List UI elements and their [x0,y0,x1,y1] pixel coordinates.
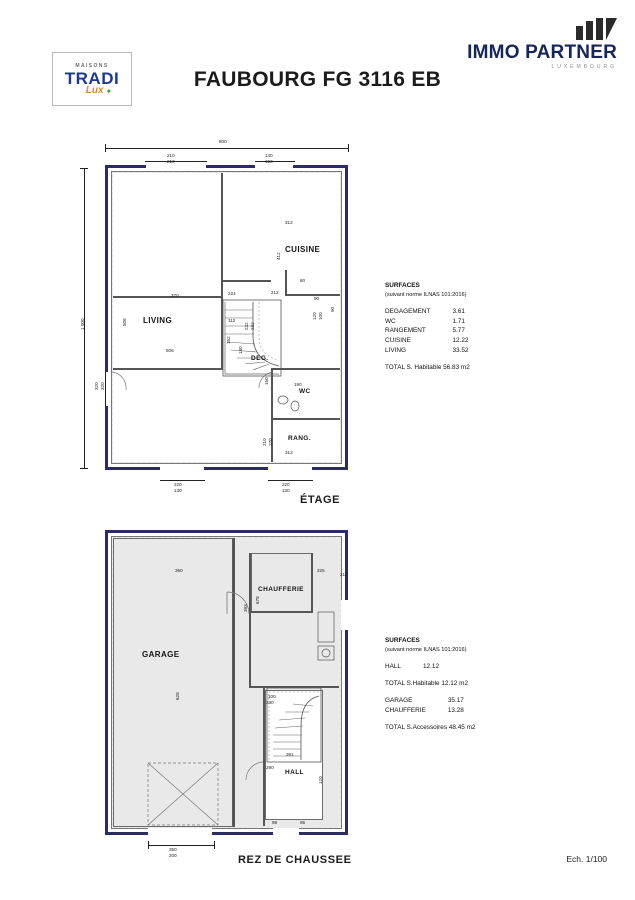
dim-i-224: 224 [228,291,236,296]
dim-i-90a: 90 [314,296,320,301]
dim-tick [214,841,215,849]
dim-bottom-2: 130 [174,488,182,493]
dim-left-1: 320 [94,382,99,390]
dim-top-2: 210 [167,159,175,164]
dim-i-152: 152 [226,336,231,344]
dim-rdc-98: 98 [272,820,278,825]
dim-i-506a: 506 [122,318,127,326]
dim-bottom-1: 220 [174,482,182,487]
dim-i-90b: 90 [330,306,335,312]
dim-i-120: 120 [312,312,317,320]
door-arc-hall [243,760,265,782]
surface-value: 12.12 [423,662,439,670]
door-arc-chaufferie [225,590,251,616]
dim-rdc-95: 95 [300,820,306,825]
surfaces-norm: (suivant norme ILNAS 101:2016) [385,646,467,653]
dim-rdc-678: 678 [255,596,260,604]
rdc-caption: REZ DE CHAUSSEE [238,854,352,866]
dim-rdc-290: 290 [266,765,274,770]
surface-name: RANGEMENT [385,327,426,335]
dim-i-150: 150 [264,377,269,385]
table-row [385,662,439,672]
dim-left-total: 1 000 [80,318,85,330]
surface-name: CUISINE [385,337,411,345]
etage-caption: ÉTAGE [300,494,341,506]
dim-i-100: 100 [318,312,323,320]
room-label-hall: HALL [285,769,304,776]
dim-bottom-3: 220 [282,482,290,487]
dim-i-312: 312 [285,220,293,225]
surface-value: 13.28 [447,707,464,715]
dim-rdc-325: 325 [317,568,325,573]
dim-i-506b: 506 [166,348,174,353]
surface-name: GARAGE [385,697,413,705]
scale-note: Ech. 1/100 [566,854,607,864]
room-label-chaufferie: CHAUFFERIE [258,586,304,593]
partition-garage-right [233,538,235,827]
dim-i-210: 210 [262,438,267,446]
surfaces-total-accessoires: TOTAL S.Accessoires 48.45 m2 [385,724,476,732]
dim-i-312b: 312 [285,450,293,455]
dim-rdc-230: 230 [266,700,274,705]
dim-bottom-4: 130 [282,488,290,493]
dim-i-412: 412 [276,252,281,260]
surfaces-total: TOTAL S.Habitable 12.12 m2 [385,679,469,687]
surfaces-table [385,662,439,672]
room-label-living: LIVING [143,316,173,325]
garage-slab-marker [148,763,218,825]
dim-rdc-120: 120 [318,776,323,784]
dim-line-rdc-bottom [148,845,214,846]
hall-door-opening [273,828,299,835]
surfaces-title: SURFACES [385,282,420,289]
logo-luxembourg-text: LUXEMBOURG [551,64,617,70]
dim-i-130: 130 [238,346,243,354]
dim-i-232b: 232 [250,322,255,330]
dim-i-190: 190 [294,382,302,387]
partition-chauff-bottom [249,611,313,613]
surface-name: HALL [385,662,401,670]
dim-rdc-393: 393 [243,604,248,612]
surface-name: CHAUFFERIE [385,707,426,715]
partition-chauff-left [249,553,251,688]
dim-rdc-215: 215 [340,572,348,577]
surface-value: 1.71 [452,317,465,325]
dim-rdc-391: 391 [286,752,294,757]
surfaces-table-accessoires [385,696,464,716]
dim-rdc-628: 628 [175,692,180,700]
room-label-cuisine: CUISINE [285,245,321,254]
room-chaufferie [251,553,313,613]
room-label-garage: GARAGE [142,650,180,659]
surface-name: LIVING [385,347,406,355]
surfaces-title: SURFACES [385,637,420,644]
dim-tick [148,841,149,849]
dim-i-212: 212 [271,290,279,295]
logo-tradi-text: TRADI [64,68,120,88]
rdc-surfaces [385,636,475,733]
garage-door-opening [148,828,212,835]
dim-top-4: 150 [265,159,273,164]
dim-rdc-360: 360 [175,568,183,573]
room-label-wc: WC [299,388,311,395]
logo-lux-text: Lux [85,84,104,96]
surface-value: 35.17 [447,697,464,705]
dim-i-270: 270 [268,438,273,446]
table-row [385,696,464,706]
logo-immo-partner-text: IMMO PARTNER [467,42,617,63]
surface-value: 33.52 [452,347,469,355]
surface-name: WC [385,317,396,325]
surface-value: 12.22 [452,337,469,345]
dim-rdc-bottom-total: 350 [169,847,177,852]
dim-top-3: 140 [265,153,273,158]
technical-panel-icon [318,612,336,660]
page-title: FAUBOURG FG 3116 EB [193,68,442,91]
surfaces-norm: (suivant norme ILNAS 101:2016) [385,291,467,298]
surface-name: DEGAGEMENT [385,307,431,315]
surfaces-total: TOTAL S. Habitable 56.83 m2 [385,364,470,372]
table-row [385,706,464,716]
dim-i-232a: 232 [244,322,249,330]
dim-i-112: 112 [228,318,236,323]
surface-value: 5.77 [452,327,465,335]
partition-chauff-right [311,553,313,613]
dim-rdc-100: 100 [268,694,276,699]
logo-maisons-text: MAISONS [75,62,109,69]
dim-top-1: 210 [167,153,175,158]
room-label-degagement: DEG. [251,355,269,362]
dim-top-total: 800 [219,139,227,144]
dim-rdc-bottom-sub: 200 [169,853,177,858]
window-rdc-right [341,600,348,630]
dim-i-60: 60 [300,278,306,283]
dim-left-2: 320 [100,382,105,390]
dim-i-370: 370 [171,293,179,298]
surface-value: 3.61 [452,307,465,315]
room-label-rangement: RANG. [288,435,311,442]
star-icon: ✦ [105,86,113,96]
